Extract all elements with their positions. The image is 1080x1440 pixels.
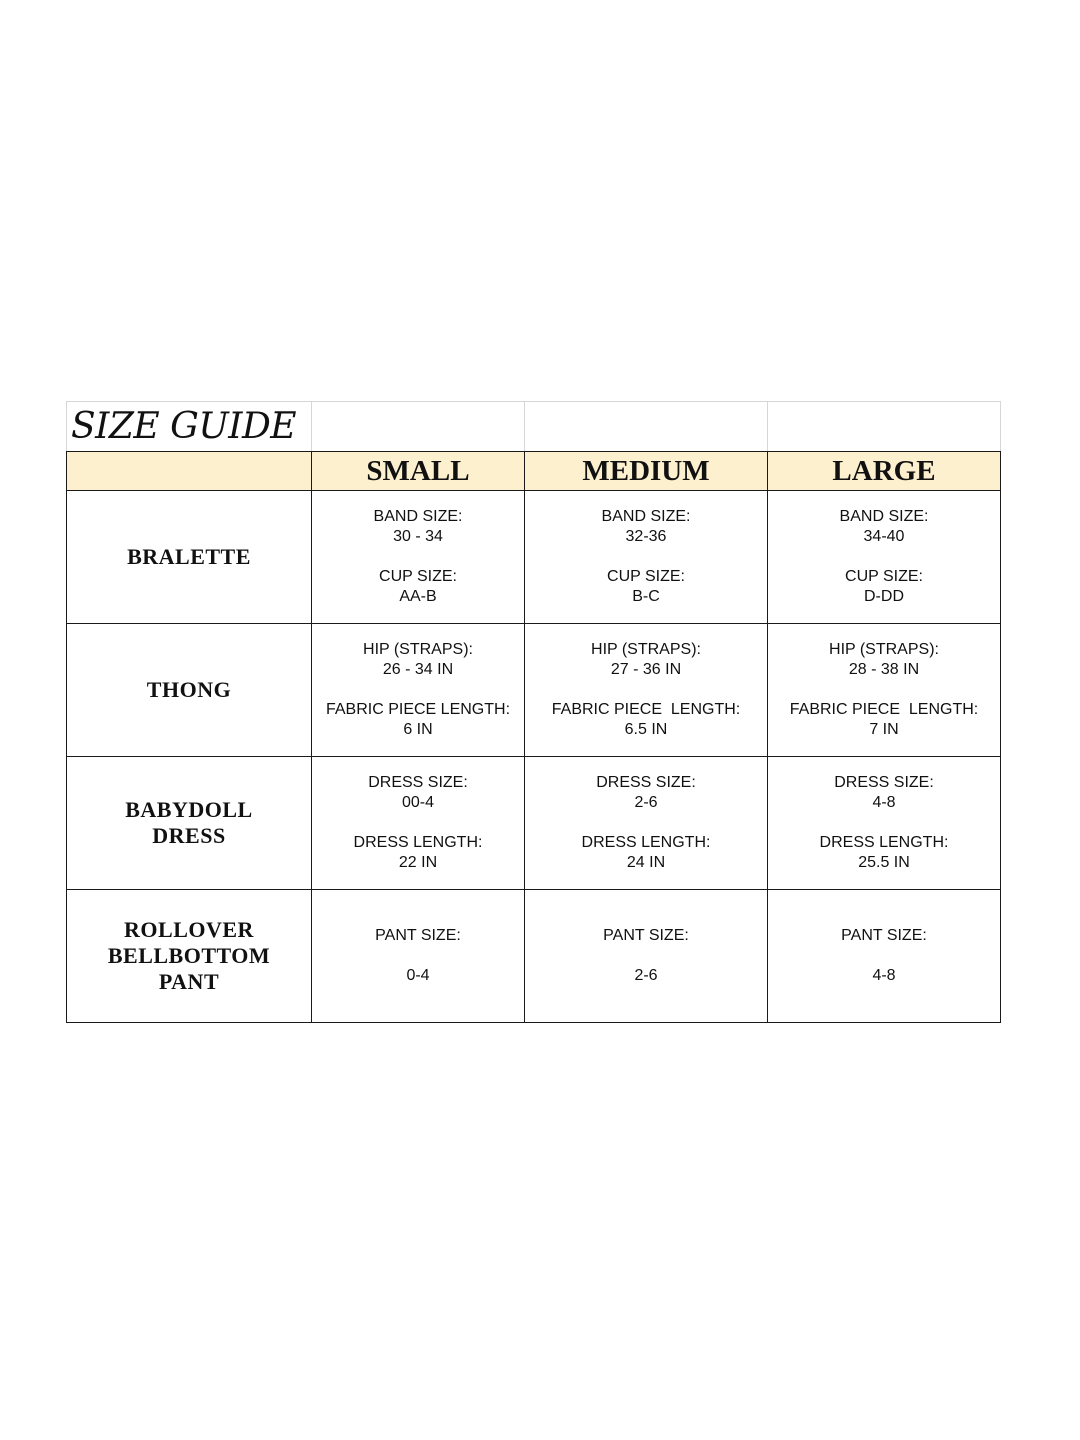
spec-value: 27 - 36 IN: [610, 661, 682, 678]
size-guide-table: [66, 401, 1001, 1023]
size-header-large: LARGE: [768, 452, 1001, 491]
product-name-bralette: [67, 491, 312, 624]
spec-value: B-C: [632, 588, 660, 605]
spec-label: DRESS SIZE:: [596, 774, 696, 791]
spec-value: 32-36: [625, 528, 667, 545]
spec-value: 2-6: [634, 967, 658, 984]
spec-label: HIP (STRAPS):: [591, 641, 701, 658]
spec-value: 6.5 IN: [624, 721, 668, 738]
spec-value: 24 IN: [626, 854, 666, 871]
title-row: [67, 402, 1001, 452]
spec-label: BAND SIZE:: [373, 508, 463, 525]
product-name-rollover-bellbottom-pant: [67, 890, 312, 1023]
spec-label: DRESS LENGTH:: [819, 834, 949, 851]
spec-label: HIP (STRAPS):: [363, 641, 473, 658]
table-row: [67, 624, 1001, 757]
spec-value: AA-B: [399, 588, 437, 605]
spec-label: FABRIC PIECE LENGTH:: [789, 701, 979, 718]
size-header-row: [67, 452, 1001, 491]
spec-value: 25.5 IN: [858, 854, 910, 871]
spec-label: DRESS SIZE:: [834, 774, 934, 791]
header-corner-cell: [67, 452, 312, 491]
empty-cell: [768, 402, 1001, 452]
spec-value: 26 - 34 IN: [382, 661, 454, 678]
product-name-babydoll-dress: [67, 757, 312, 890]
product-name-line: PANT: [158, 969, 220, 994]
product-name-line: BABYDOLL: [125, 797, 253, 822]
size-spec-cell: [768, 624, 1001, 757]
spec-value: 28 - 38 IN: [848, 661, 920, 678]
product-name-line: BRALETTE: [127, 544, 251, 569]
product-name-line: ROLLOVER: [124, 917, 254, 942]
size-spec-cell: [312, 491, 525, 624]
spec-label: PANT SIZE:: [603, 927, 689, 944]
spec-label: PANT SIZE:: [375, 927, 461, 944]
size-spec-cell: [768, 890, 1001, 1023]
size-spec-cell: [768, 757, 1001, 890]
spec-label: DRESS LENGTH:: [353, 834, 483, 851]
table-row: [67, 890, 1001, 1023]
size-header-medium: MEDIUM: [525, 452, 768, 491]
spec-label: CUP SIZE:: [607, 568, 685, 585]
size-spec-cell: [768, 491, 1001, 624]
spec-value: 6 IN: [403, 721, 433, 738]
spec-value: 30 - 34: [393, 528, 443, 545]
spec-label: BAND SIZE:: [839, 508, 929, 525]
size-spec-cell: [525, 491, 768, 624]
spec-value: 0-4: [406, 967, 430, 984]
empty-cell: [312, 402, 525, 452]
spec-value: D-DD: [864, 588, 904, 605]
spec-value: 22 IN: [398, 854, 438, 871]
spec-value: 34-40: [863, 528, 905, 545]
product-name-line: DRESS: [152, 823, 226, 848]
spec-label: CUP SIZE:: [379, 568, 457, 585]
size-spec-cell: [312, 890, 525, 1023]
spec-label: HIP (STRAPS):: [829, 641, 939, 658]
product-name-line: BELLBOTTOM: [107, 943, 271, 968]
table-row: [67, 757, 1001, 890]
spec-label: DRESS LENGTH:: [581, 834, 711, 851]
size-guide-title: SIZE GUIDE: [67, 402, 312, 452]
spec-value: 7 IN: [869, 721, 899, 738]
spec-label: FABRIC PIECE LENGTH:: [551, 701, 741, 718]
size-header-small: SMALL: [312, 452, 525, 491]
spec-label: BAND SIZE:: [601, 508, 691, 525]
spec-label: FABRIC PIECE LENGTH:: [325, 701, 511, 718]
empty-cell: [525, 402, 768, 452]
size-spec-cell: [312, 624, 525, 757]
product-name-thong: [67, 624, 312, 757]
spec-value: 00-4: [401, 794, 435, 811]
size-spec-cell: [525, 624, 768, 757]
spec-value: 2-6: [634, 794, 658, 811]
size-spec-cell: [312, 757, 525, 890]
spec-value: 4-8: [872, 794, 896, 811]
spec-label: PANT SIZE:: [841, 927, 927, 944]
spec-value: 4-8: [872, 967, 896, 984]
table-row: [67, 491, 1001, 624]
size-spec-cell: [525, 890, 768, 1023]
spec-label: CUP SIZE:: [845, 568, 923, 585]
spec-label: DRESS SIZE:: [368, 774, 468, 791]
product-name-line: THONG: [146, 677, 232, 702]
size-spec-cell: [525, 757, 768, 890]
